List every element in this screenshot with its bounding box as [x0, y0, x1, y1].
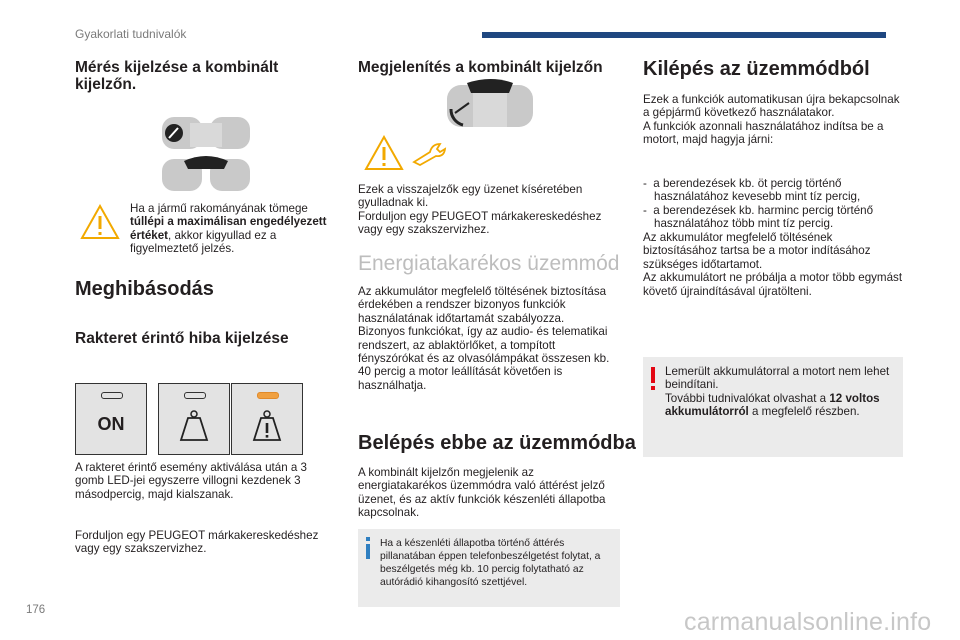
energy-heading: Energiatakarékos üzemmód	[358, 252, 620, 275]
alert-part2: a megfelelő részben.	[748, 405, 860, 419]
exit-intro: Ezek a funkciók automatikusan újra bekapcsolnak a gépjármű következő használatakor. A funkciók azonnali használatához indítsa be a motort, majd hagyja járni:	[643, 93, 900, 147]
alert-bold: 12 voltos akkumulátorról	[665, 391, 880, 419]
exclamation-icon	[649, 367, 657, 391]
mass-warning-part2: , akkor kigyullad ez a figyelmeztető jelzés.	[130, 228, 277, 256]
exit-tail: Az akkumulátor megfelelő töltésének biztosításához tartsa be a motor indításához szükséges időtartamot. Az akkumulátort ne próbálja a motor több egymást követő újraindításával újratölteni.	[643, 231, 903, 298]
section-header: Gyakorlati tudnivalók	[75, 27, 187, 41]
warning-triangle-icon	[80, 204, 120, 240]
mass-warning-text	[130, 202, 330, 256]
info-text: Ha a készenléti állapotba történő áttérés pillanatában éppen telefonbeszélgetést folytat, a beszélgetés még kb. 10 percig folytatható az autórádió kihangosító szettjével.	[380, 538, 601, 588]
alert-box	[643, 357, 903, 457]
enter-heading: Belépés ebbe az üzemmódba	[358, 432, 636, 454]
display-text: Ezek a visszajelzők egy üzenet kíséretében gyulladnak ki. Forduljon egy PEUGEOT márkakereskedéshez vagy egy szakszervizhez.	[358, 183, 602, 237]
fault-text: A rakteret érintő esemény aktiválása után a 3 gomb LED-jei egyszerre villogni kezdenek 3 másodpercig, majd kialszanak.	[75, 461, 308, 501]
exit-heading: Kilépés az üzemmódból	[643, 58, 870, 80]
weight-icon	[179, 410, 209, 442]
warning-triangle-icon	[364, 135, 404, 171]
alert-text	[665, 365, 899, 419]
on-label: ON	[97, 414, 125, 434]
page-number: 176	[26, 604, 46, 616]
led-off-icon	[101, 392, 123, 399]
wrench-icon	[410, 140, 448, 166]
led-off-icon	[184, 392, 206, 399]
mass-warning-part1: Ha a jármű rakományának tömege	[130, 202, 308, 215]
watermark: carmanualsonline.info	[684, 608, 932, 636]
cluster-fault-illustration	[447, 79, 535, 129]
mass-warning-bold: túllépi a maximálisan engedélyezett értéket	[130, 215, 327, 242]
load-button-illustration	[158, 383, 230, 455]
exit-dash-1: - a berendezések kb. öt percig történő használatához kevesebb mint tíz percig,	[643, 177, 861, 204]
alert-button-illustration	[231, 383, 303, 455]
cluster-mass-illustration	[160, 115, 252, 193]
display-heading: Megjelenítés a kombinált kijelzőn	[358, 59, 603, 76]
alert-part1: Lemerült akkumulátorral a motort nem lehet beindítani. További tudnivalókat olvashat a	[665, 365, 890, 405]
exit-dash-2: - a berendezések kb. harminc percig történő használatához több mint tíz percig.	[643, 204, 874, 231]
info-box	[358, 529, 620, 607]
enter-text: A kombinált kijelzőn megjelenik az energiatakarékos üzemmódra való áttérést jelző üzenet, és az aktív funkciók készenléti állapotba kapcsolnak.	[358, 466, 606, 520]
on-button-illustration	[75, 383, 147, 455]
led-on-icon	[257, 392, 279, 399]
energy-text: Az akkumulátor megfelelő töltésének biztosítása érdekében a rendszer bizonyos funkciók használatának időtartamát szabályozza. Bizonyos funkciókat, így az audio- és telematikai rendszert, az ablaktörlőket, a tompított fényszórókat és az olvasólámpákat összesen kb. 40 percig a motor leállítását követően is használhatja.	[358, 285, 610, 392]
info-icon	[363, 537, 373, 559]
contact-text: Forduljon egy PEUGEOT márkakereskedéshez vagy egy szakszervizhez.	[75, 529, 319, 556]
fault-subheading: Rakteret érintő hiba kijelzése	[75, 330, 289, 347]
mass-heading: Mérés kijelzése a kombinált kijelzőn.	[75, 59, 279, 93]
fault-heading: Meghibásodás	[75, 278, 214, 300]
weight-alert-icon	[252, 410, 282, 442]
header-bar	[482, 32, 886, 38]
